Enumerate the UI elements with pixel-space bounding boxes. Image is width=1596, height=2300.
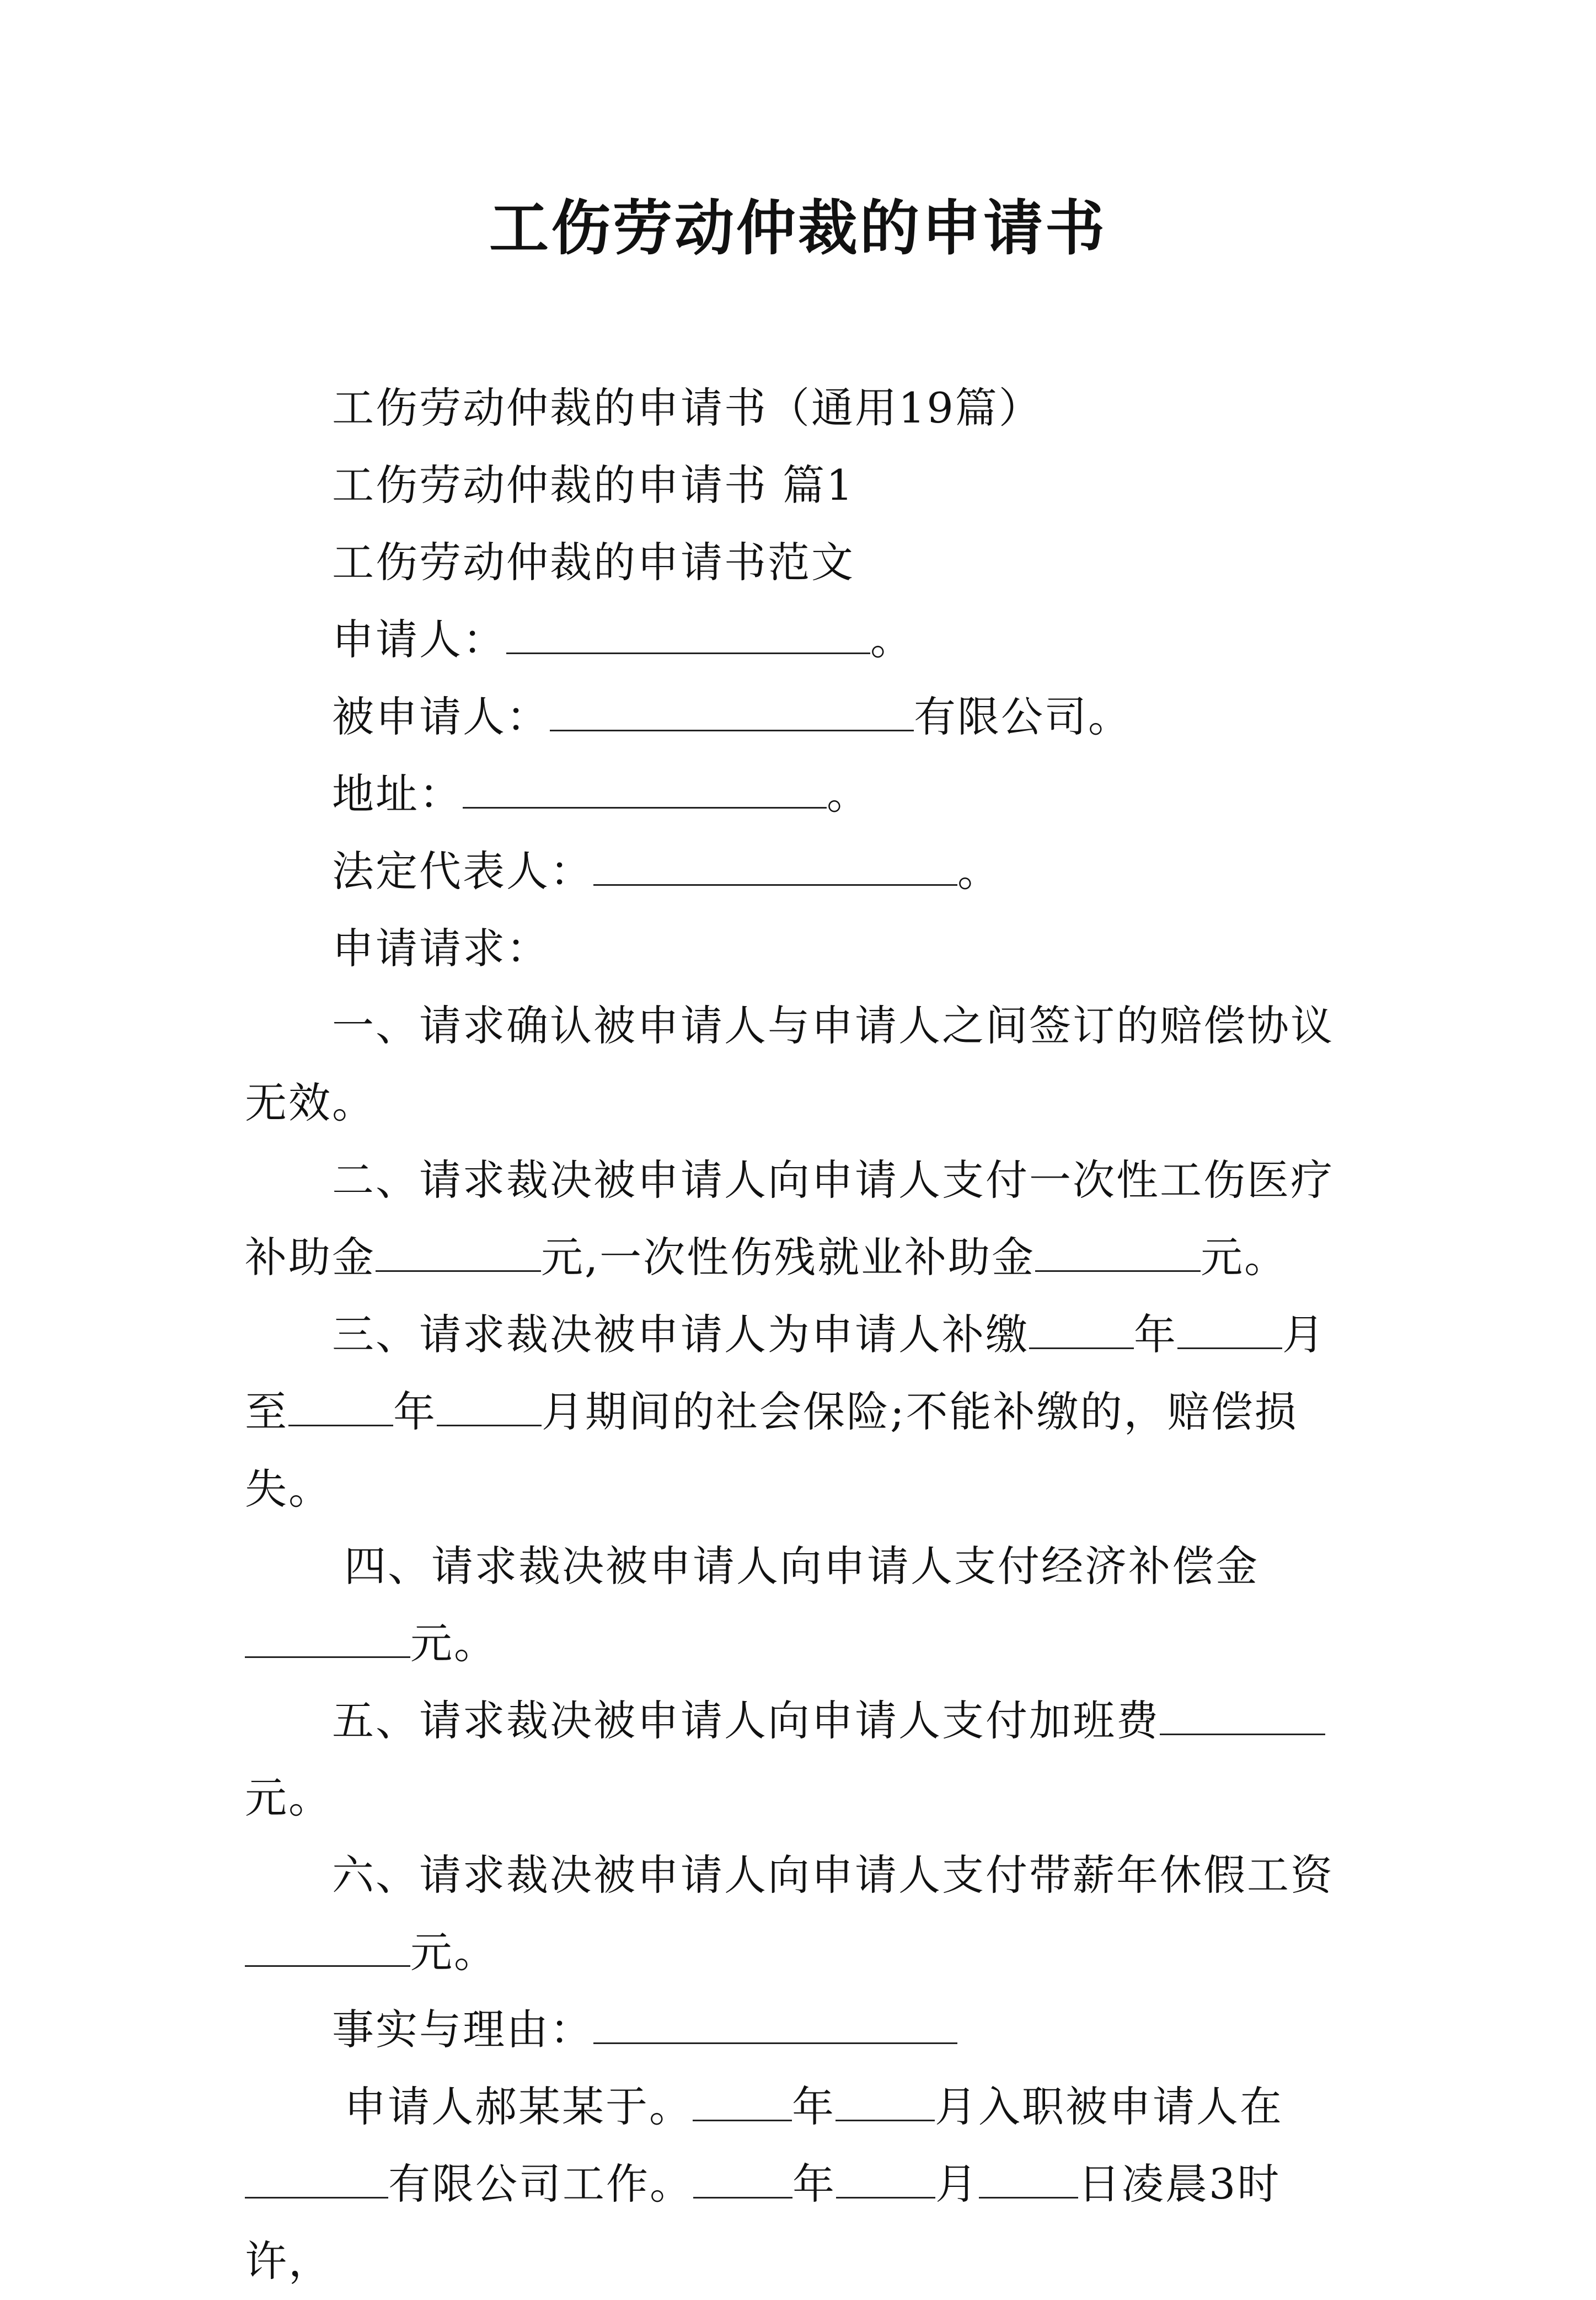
facts-blank <box>593 2004 957 2044</box>
legal-rep-end: 。 <box>957 847 1001 896</box>
request-3-text-d: 年 <box>393 1387 437 1436</box>
legal-rep-blank <box>593 846 957 886</box>
request-4 <box>245 1528 1359 1682</box>
request-5 <box>245 1682 1359 1837</box>
applicant-line <box>245 601 1359 678</box>
request-4-blank <box>245 1618 410 1658</box>
facts-text-c: 月入职被申请人在 <box>935 2082 1283 2131</box>
address-label: 地址： <box>332 769 463 819</box>
request-3-text-c: 月至 <box>245 1310 1326 1436</box>
request-3-blank-2 <box>1177 1309 1282 1349</box>
request-2-text-a: 二、请求裁决被申请人向申请人支付一次性工伤医疗补助金 <box>245 1156 1334 1282</box>
request-5-text-b: 元。 <box>245 1773 332 1822</box>
request-6-blank <box>245 1927 410 1967</box>
applicant-label: 申请人： <box>332 615 506 664</box>
address-blank <box>463 768 827 809</box>
request-2-text-b: 元,一次性伤残就业补助金 <box>541 1233 1036 1282</box>
request-3-text-b: 年 <box>1134 1310 1177 1359</box>
address-line <box>245 756 1359 833</box>
facts-text-b: 年 <box>792 2082 836 2131</box>
request-3 <box>245 1296 1359 1528</box>
request-2 <box>245 1142 1359 1296</box>
request-1: 一、请求确认被申请人与申请人之间签订的赔偿协议无效。 <box>245 1001 1334 1127</box>
address-end: 。 <box>827 769 870 819</box>
request-6-text-b: 元。 <box>410 1928 497 1977</box>
respondent-blank <box>550 691 914 731</box>
request-2-blank-1 <box>376 1232 541 1272</box>
respondent-label: 被申请人： <box>332 692 550 741</box>
respondent-line <box>245 678 1359 756</box>
document-title: 工伤劳动仲裁的申请书 <box>489 194 1107 263</box>
facts-blank-1 <box>693 2081 792 2121</box>
facts-text-e: 年 <box>792 2159 836 2208</box>
facts-line <box>245 1991 1359 2068</box>
request-2-text-c: 元。 <box>1201 1233 1288 1282</box>
respondent-end: 有限公司。 <box>914 692 1132 741</box>
request-3-text-a: 三、请求裁决被申请人为申请人补缴 <box>332 1310 1029 1359</box>
request-3-blank-3 <box>288 1386 393 1426</box>
document-body <box>245 370 1359 2300</box>
request-5-blank <box>1160 1695 1325 1735</box>
heading-line-2: 工伤劳动仲裁的申请书 篇1 <box>332 461 855 510</box>
facts-text-a: 申请人郝某某于。 <box>344 2082 693 2131</box>
request-3-blank-1 <box>1029 1309 1134 1349</box>
request-6 <box>245 1837 1359 1991</box>
request-5-text-a: 五、请求裁决被申请人向申请人支付加班费 <box>332 1696 1160 1745</box>
applicant-end: 。 <box>870 615 914 664</box>
request-4-text-a: 四、请求裁决被申请人向申请人支付经济补偿金 <box>344 1542 1259 1591</box>
heading-line-3: 工伤劳动仲裁的申请书范文 <box>332 538 855 587</box>
facts-paragraph <box>245 2068 1359 2300</box>
request-3-blank-4 <box>437 1386 542 1426</box>
request-4-text-b: 元。 <box>410 1619 497 1668</box>
request-3-text-e: 月期间的社会保险;不能补缴的，赔偿损失。 <box>245 1387 1298 1513</box>
facts-blank-3 <box>245 2158 388 2199</box>
requests-label: 申请请求： <box>332 924 550 973</box>
request-6-text-a: 六、请求裁决被申请人向申请人支付带薪年休假工资 <box>332 1850 1334 1900</box>
heading-line-1: 工伤劳动仲裁的申请书（通用19篇） <box>332 383 1042 432</box>
facts-blank-4 <box>693 2158 792 2199</box>
facts-blank-5 <box>836 2158 935 2199</box>
facts-blank-2 <box>836 2081 935 2121</box>
facts-text-f: 月 <box>935 2159 979 2208</box>
legal-rep-line <box>245 833 1359 910</box>
legal-rep-label: 法定代表人： <box>332 847 593 896</box>
facts-text-d: 有限公司工作。 <box>388 2159 693 2208</box>
request-2-blank-2 <box>1035 1232 1201 1272</box>
facts-label: 事实与理由： <box>332 2005 593 2054</box>
facts-text-g: 日凌晨3时许， <box>245 2159 1281 2286</box>
applicant-blank <box>506 614 870 654</box>
facts-blank-6 <box>979 2158 1078 2199</box>
